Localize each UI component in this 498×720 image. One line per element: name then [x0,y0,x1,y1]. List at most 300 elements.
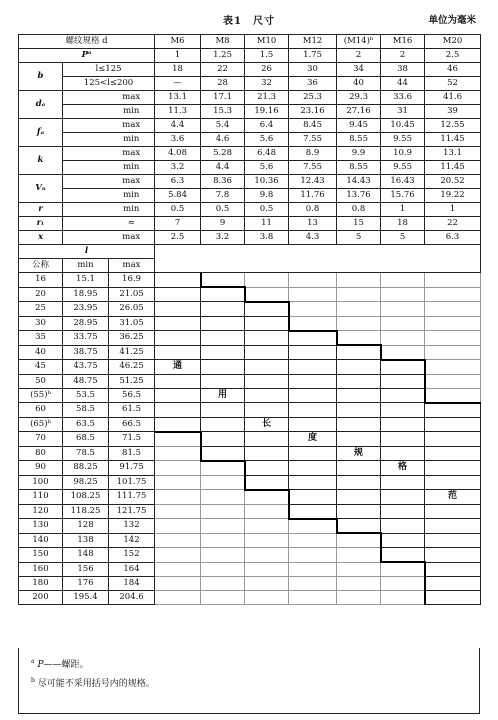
empty-cell [245,533,289,548]
param-value: 10.36 [245,175,289,189]
param-value: 29.3 [337,91,381,105]
range-cell [155,331,201,346]
range-cell [201,432,245,447]
size-header: M16 [381,35,425,49]
range-cell [425,417,481,432]
size-header: M10 [245,35,289,49]
l-subheader: min [63,259,109,273]
l-row [19,548,481,563]
l-value: 148 [63,548,109,563]
param-value: 4.08 [155,147,201,161]
range-cell [425,475,481,490]
l-value: 90 [19,461,63,476]
range-cell [155,374,201,388]
l-subheader: max [109,259,155,273]
range-cell [381,519,425,534]
param-blank [63,189,109,203]
range-cell [289,504,337,519]
param-blank [63,91,109,105]
param-symbol: Vₙ [19,175,63,203]
l-row [19,302,481,317]
param-value: 2 [337,49,381,63]
range-cell [425,577,481,591]
empty-cell [337,577,381,591]
l-value: 26.05 [109,302,155,317]
range-cell [201,287,245,302]
param-value: 23.16 [289,105,337,119]
empty-cell [245,591,289,605]
param-value: 15.3 [201,105,245,119]
param-value: 40 [337,77,381,91]
range-cell [337,461,381,476]
l-value: 164 [109,562,155,577]
param-blank [63,161,109,175]
param-value: 1.25 [201,49,245,63]
l-value: 46.25 [109,360,155,375]
l-value: 70 [19,432,63,447]
range-cell [425,446,481,461]
empty-cell [155,519,201,534]
unit-label: 单位为毫米 [428,15,476,26]
param-value: 11 [245,217,289,231]
range-cell [245,345,289,360]
param-value: 7.8 [201,189,245,203]
empty-cell [201,519,245,534]
l-row [19,533,481,548]
param-value: 38 [381,63,425,77]
param-blank [63,147,109,161]
range-cell [381,360,425,375]
param-row [19,175,481,189]
l-row [19,461,481,476]
param-value: 44 [381,77,425,91]
range-cell [245,360,289,375]
range-cell [201,331,245,346]
range-cell [337,417,381,432]
empty-cell [425,331,481,346]
l-value: 25 [19,302,63,317]
param-value: 9 [201,217,245,231]
empty-cell [381,562,425,577]
range-cell [337,403,381,418]
l-value: 41.25 [109,345,155,360]
range-cell [425,432,481,447]
param-value: 13.76 [337,189,381,203]
l-value: 60 [19,403,63,418]
empty-cell [289,273,337,288]
param-row [19,91,481,105]
range-cell: 度 [289,432,337,447]
param-value: 0.5 [155,203,201,217]
param-value: 4.4 [155,119,201,133]
empty-cell [381,273,425,288]
l-row [19,504,481,519]
empty-cell [289,519,337,534]
empty-cell [381,302,425,317]
l-value: 38.75 [63,345,109,360]
l-value: 101.75 [109,475,155,490]
range-cell [245,403,289,418]
range-cell [337,374,381,388]
range-cell [337,432,381,447]
range-cell [155,417,201,432]
param-symbol: rₜ [19,217,63,231]
param-value: 17.1 [201,91,245,105]
param-value: 32 [245,77,289,91]
param-value: 4.4 [201,161,245,175]
param-value: 5.6 [245,161,289,175]
param-value: 5.84 [155,189,201,203]
l-value: 81.5 [109,446,155,461]
footnote-a: $^a$ P——螺距。 [31,658,89,670]
l-value: 48.75 [63,374,109,388]
l-value: 61.5 [109,403,155,418]
footnote-b: $^b$ 尽可能不采用括号内的规格。 [31,677,155,689]
empty-cell [201,490,245,505]
l-value: 68.5 [63,432,109,447]
empty-cell [201,273,245,288]
range-cell [155,273,201,288]
range-cell [289,388,337,403]
l-value: 180 [19,577,63,591]
param-value: 0.5 [245,203,289,217]
l-value: 16.9 [109,273,155,288]
empty-cell [381,287,425,302]
empty-cell [155,446,201,461]
param-value: 39 [425,105,481,119]
param-value: 5 [337,231,381,245]
l-row [19,417,481,432]
param-condition: 125<l≤200 [63,77,155,91]
param-value: 31 [381,105,425,119]
param-condition: min [109,189,155,203]
l-value: 152 [109,548,155,563]
empty-cell [155,591,201,605]
param-row [19,203,481,217]
range-cell [201,446,245,461]
l-row [19,562,481,577]
empty-cell [337,302,381,317]
empty-cell [337,562,381,577]
empty-cell [155,432,201,447]
l-value: 121.75 [109,504,155,519]
size-header: M20 [425,35,481,49]
l-row [19,331,481,346]
param-value: 6.3 [155,175,201,189]
empty-cell [245,490,289,505]
param-value: 19.16 [245,105,289,119]
range-cell [381,374,425,388]
size-header: M12 [289,35,337,49]
size-header: (M14)ᵇ [337,35,381,49]
l-label: l [19,245,155,259]
size-header: M8 [201,35,245,49]
range-cell [289,446,337,461]
l-row [19,316,481,331]
param-value: 41.6 [425,91,481,105]
range-cell [337,360,381,375]
table-title: 表1 尺寸 [223,16,275,27]
range-cell: 长 [245,417,289,432]
l-value: 156 [63,562,109,577]
param-row [19,217,481,231]
l-value: 150 [19,548,63,563]
param-symbol: k [19,147,63,175]
l-value: 18.95 [63,287,109,302]
param-value: 2.5 [425,49,481,63]
param-blank [63,105,109,119]
param-value: 8.9 [289,147,337,161]
param-value: 1 [381,203,425,217]
param-value: 3.2 [201,231,245,245]
l-value: 108.25 [63,490,109,505]
range-cell [289,475,337,490]
empty-cell [201,562,245,577]
param-value: 6.48 [245,147,289,161]
param-value: 25.3 [289,91,337,105]
range-cell [425,591,481,605]
empty-cell [155,548,201,563]
param-value: 1 [155,49,201,63]
param-blank [63,175,109,189]
param-value: 21.3 [245,91,289,105]
l-value: 195.4 [63,591,109,605]
range-cell [245,432,289,447]
empty-cell [245,273,289,288]
param-condition: max [109,91,155,105]
range-cell [245,461,289,476]
param-value: 8.55 [337,133,381,147]
empty-cell [337,287,381,302]
range-cell: 规 [337,446,381,461]
l-value: 98.25 [63,475,109,490]
empty-cell [425,287,481,302]
param-value: 14.43 [337,175,381,189]
param-value: 9.9 [337,147,381,161]
empty-cell [425,345,481,360]
range-cell [155,287,201,302]
param-value: 28 [201,77,245,91]
l-row [19,432,481,447]
l-value: 120 [19,504,63,519]
range-cell [381,475,425,490]
range-cell [337,490,381,505]
param-symbol: Pᵃ [19,49,155,63]
range-cell [337,519,381,534]
l-value: 100 [19,475,63,490]
param-value: 18 [155,63,201,77]
range-cell [289,331,337,346]
param-value: 0.5 [201,203,245,217]
empty-cell [289,548,337,563]
l-value: 200 [19,591,63,605]
param-value: 5.6 [245,133,289,147]
empty-cell [245,287,289,302]
l-value: 30 [19,316,63,331]
empty-cell [381,331,425,346]
param-value: 7.55 [289,133,337,147]
empty-cell [337,316,381,331]
range-cell: 通 [155,360,201,375]
empty-cell [155,461,201,476]
param-value: 9.55 [381,133,425,147]
empty-cell [425,302,481,317]
param-row [19,105,481,119]
empty-cell [425,374,481,388]
param-value: 5.28 [201,147,245,161]
param-value: 19.22 [425,189,481,203]
l-value: 204.6 [109,591,155,605]
param-condition: min [109,203,155,217]
range-cell [425,504,481,519]
l-row [19,403,481,418]
empty-cell [381,316,425,331]
range-cell [337,388,381,403]
param-value: 13.1 [155,91,201,105]
range-cell [245,446,289,461]
l-value: 138 [63,533,109,548]
empty-cell [337,331,381,346]
range-cell [155,316,201,331]
empty-cell [245,548,289,563]
range-cell [245,302,289,317]
range-cell [245,475,289,490]
l-value: 53.5 [63,388,109,403]
empty-cell [201,533,245,548]
range-cell [337,475,381,490]
l-value: 50 [19,374,63,388]
param-symbol: b [19,63,63,91]
param-value: 30 [289,63,337,77]
l-value: 184 [109,577,155,591]
l-value: (55)ᵇ [19,388,63,403]
table-footnotes [18,648,480,714]
param-value: 11.45 [425,161,481,175]
empty-cell [289,533,337,548]
l-value: 56.5 [109,388,155,403]
empty-cell [155,562,201,577]
l-row [19,446,481,461]
empty-cell [201,504,245,519]
l-value: 130 [19,519,63,534]
l-row [19,345,481,360]
param-blank [63,231,109,245]
param-row [19,133,481,147]
param-row [19,231,481,245]
empty-cell [155,533,201,548]
param-value: 3.6 [155,133,201,147]
range-cell [245,374,289,388]
empty-cell [201,548,245,563]
l-blank-header [155,245,481,273]
empty-cell [425,388,481,403]
param-blank [63,217,109,231]
empty-cell [245,577,289,591]
l-row [19,388,481,403]
range-cell [155,388,201,403]
range-cell [381,490,425,505]
l-value: 111.75 [109,490,155,505]
empty-cell [155,577,201,591]
param-value: 11.45 [425,133,481,147]
l-row [19,490,481,505]
range-cell [425,562,481,577]
param-condition: max [109,231,155,245]
empty-cell [337,273,381,288]
empty-cell [155,475,201,490]
param-value: 9.55 [381,161,425,175]
empty-cell [381,577,425,591]
param-value: 15.76 [381,189,425,203]
range-cell [337,504,381,519]
l-row [19,577,481,591]
param-symbol: fₐ [19,119,63,147]
param-value: 15 [337,217,381,231]
param-condition: min [109,105,155,119]
param-condition: ≈ [109,217,155,231]
l-value: 132 [109,519,155,534]
l-value: 176 [63,577,109,591]
empty-cell [289,591,337,605]
l-row [19,273,481,288]
range-cell [289,403,337,418]
empty-cell [201,591,245,605]
param-value: 5.4 [201,119,245,133]
param-value: 33.6 [381,91,425,105]
param-value: 9.45 [337,119,381,133]
range-cell [201,345,245,360]
param-blank [63,119,109,133]
range-cell [245,316,289,331]
empty-cell [245,519,289,534]
empty-cell [201,475,245,490]
param-value: 10.45 [381,119,425,133]
param-value: 20.52 [425,175,481,189]
param-value: 11.3 [155,105,201,119]
l-value: 15.1 [63,273,109,288]
param-value: 2 [381,49,425,63]
empty-cell [337,533,381,548]
empty-cell [289,316,337,331]
size-header: M6 [155,35,201,49]
param-value: 4.6 [201,133,245,147]
param-value: 11.76 [289,189,337,203]
param-condition: l≤125 [63,63,155,77]
param-row [19,189,481,203]
param-value: 22 [201,63,245,77]
empty-cell [289,302,337,317]
l-value: 28.95 [63,316,109,331]
empty-cell [155,490,201,505]
range-cell [155,403,201,418]
range-cell [425,519,481,534]
param-symbol: dₐ [19,91,63,119]
param-condition: max [109,147,155,161]
range-cell [425,533,481,548]
range-cell [425,403,481,418]
param-value: 52 [425,77,481,91]
l-value: 43.75 [63,360,109,375]
l-value: 51.25 [109,374,155,388]
l-value: 80 [19,446,63,461]
param-value: 12.55 [425,119,481,133]
empty-cell [245,562,289,577]
param-value: 1.5 [245,49,289,63]
range-cell [289,461,337,476]
empty-cell [381,345,425,360]
l-value: 21.05 [109,287,155,302]
l-value: 36.25 [109,331,155,346]
